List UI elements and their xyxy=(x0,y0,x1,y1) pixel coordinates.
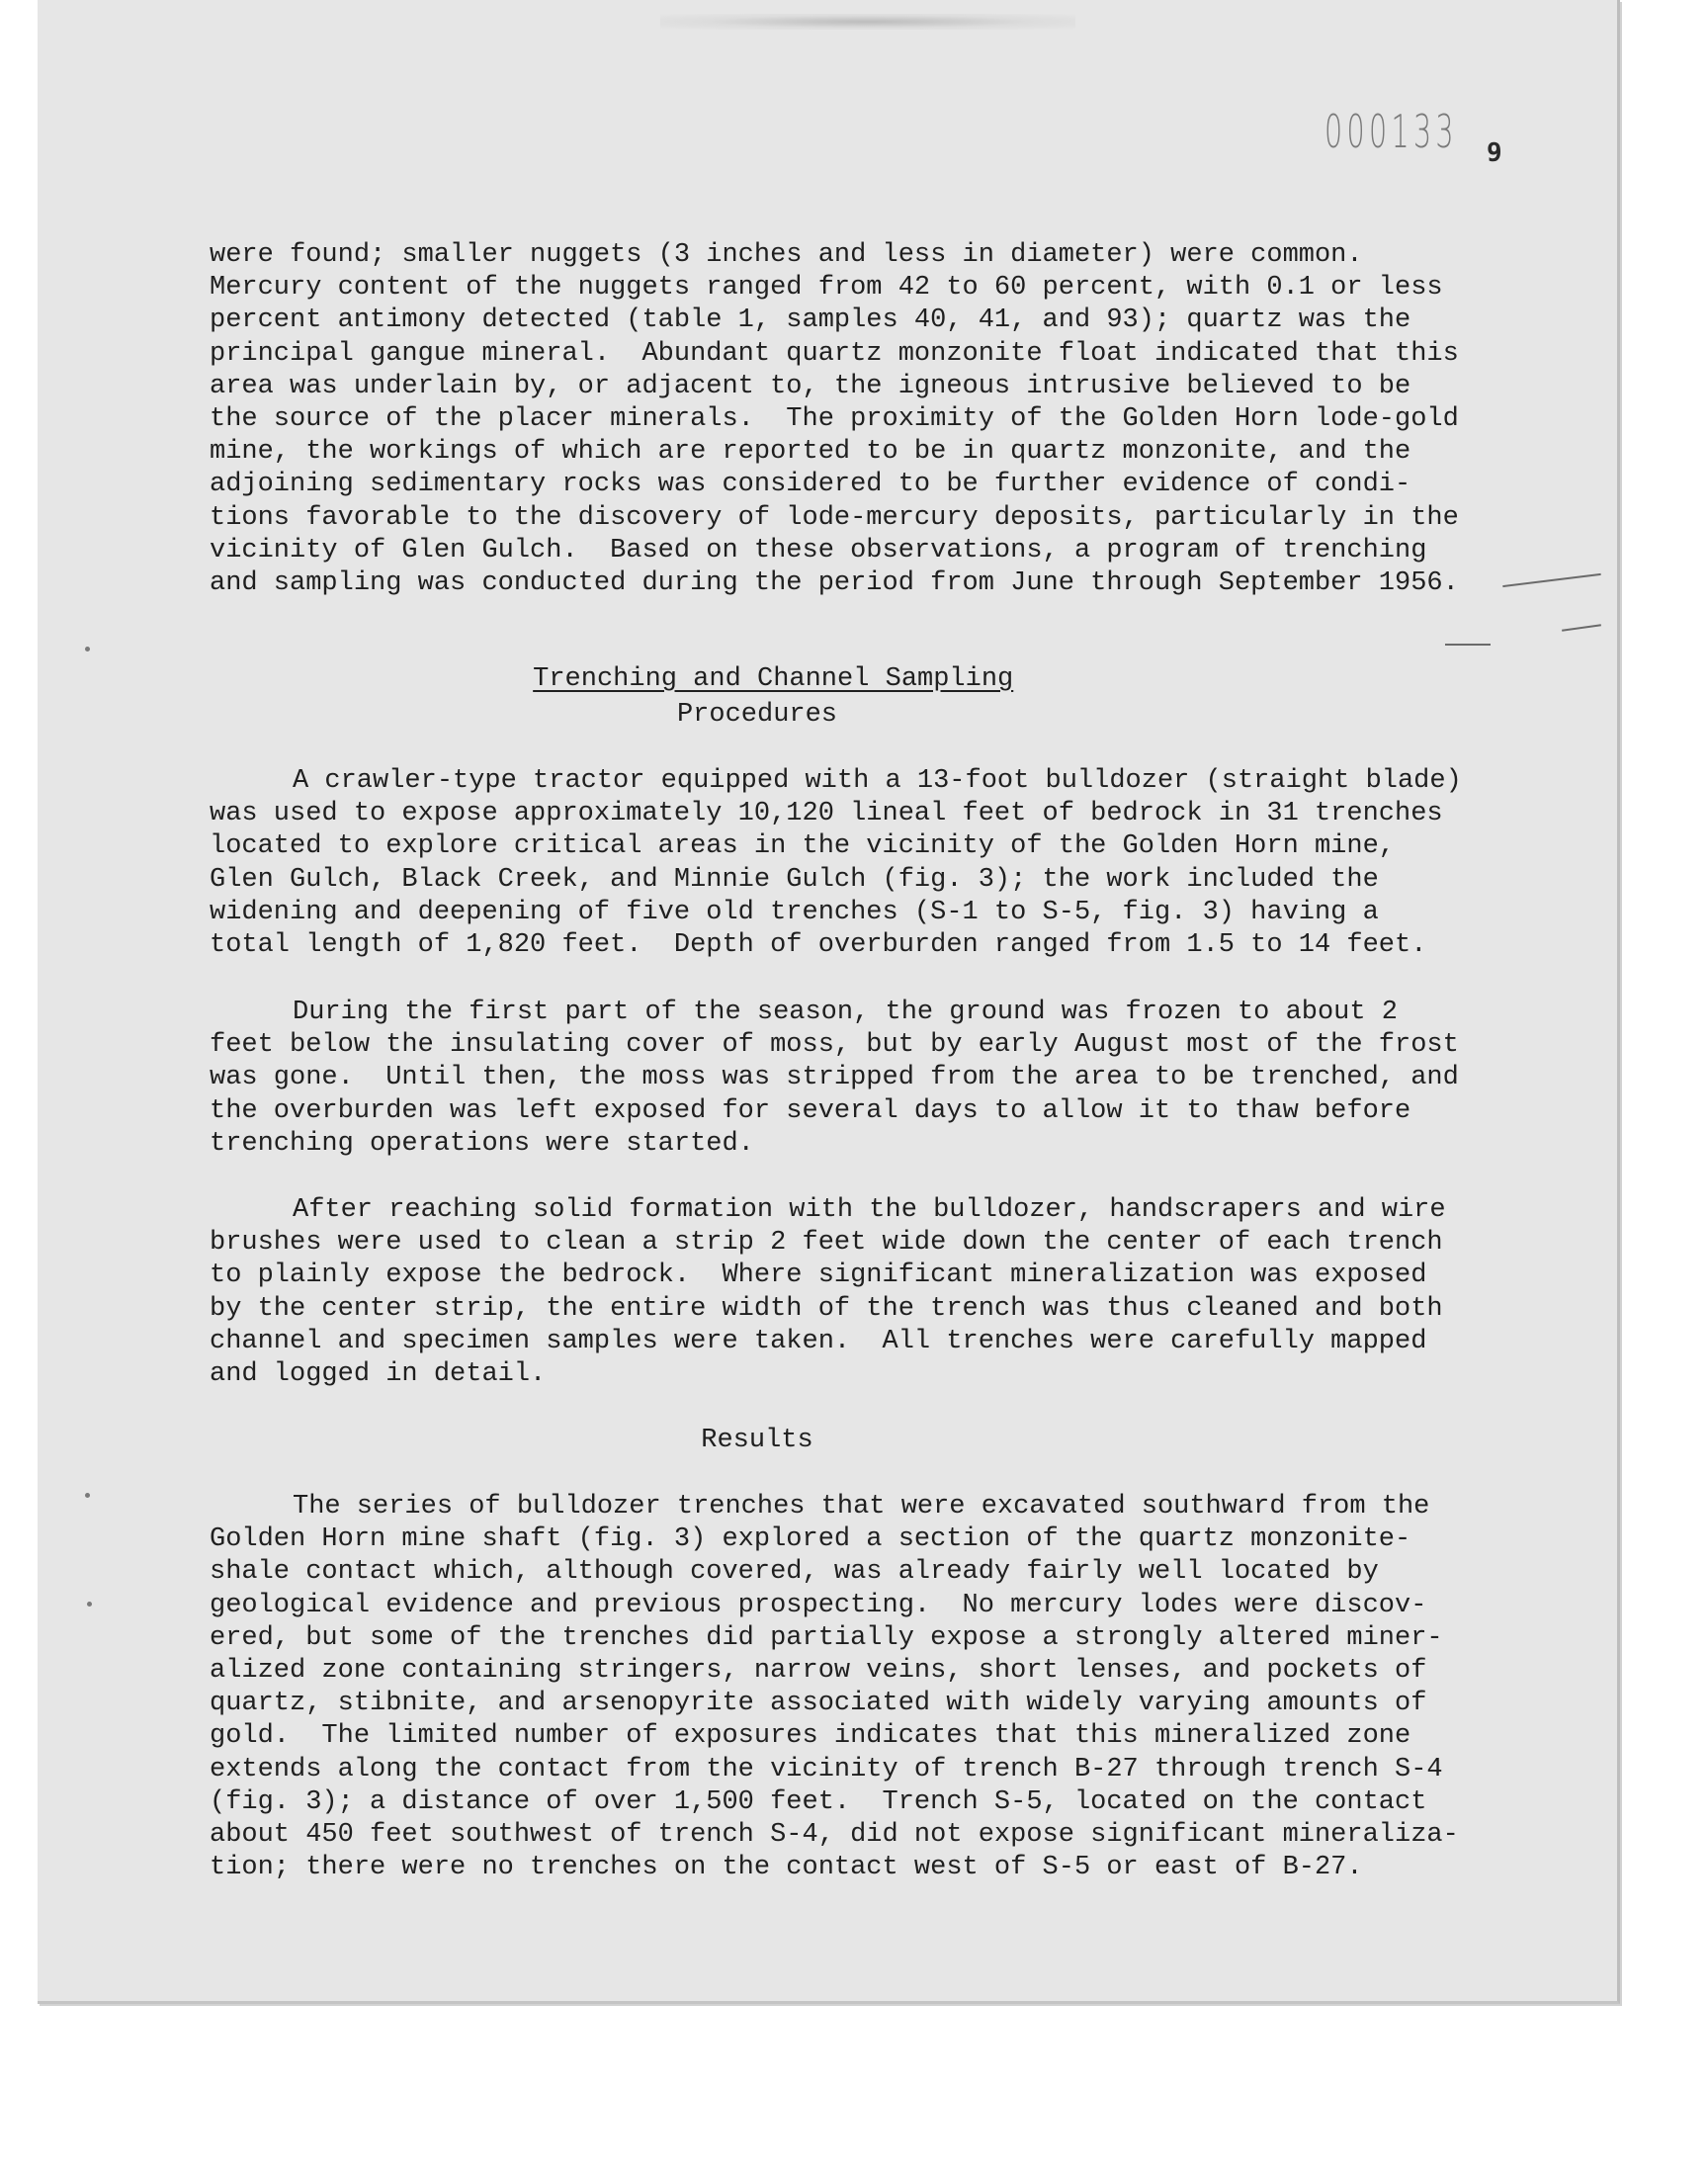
text-line: (fig. 3); a distance of over 1,500 feet. Trench S-5, located on the contact xyxy=(210,1786,1427,1817)
text-line: were found; smaller nuggets (3 inches and less in diameter) were common. xyxy=(210,240,1363,270)
text-line: widening and deepening of five old trenches (S-1 to S-5, fig. 3) having a xyxy=(210,897,1379,927)
text-line: ered, but some of the trenches did partially expose a strongly altered miner- xyxy=(210,1622,1443,1653)
text-line: adjoining sedimentary rocks was considered to be further evidence of condi- xyxy=(210,470,1411,500)
text-line: the source of the placer minerals. The proximity of the Golden Horn lode-gold xyxy=(210,404,1459,435)
section-heading-text: Trenching and Channel Sampling xyxy=(533,664,1014,694)
text-line: brushes were used to clean a strip 2 feet wide down the center of each trench xyxy=(210,1228,1443,1259)
text-line: gold. The limited number of exposures indicates that this mineralized zone xyxy=(210,1721,1411,1752)
procedures-paragraph-2 xyxy=(210,997,1524,1161)
text-line: vicinity of Glen Gulch. Based on these observations, a program of trenching xyxy=(210,535,1427,566)
text-line: Mercury content of the nuggets ranged from 42 to 60 percent, with 0.1 or less xyxy=(210,273,1443,304)
text-line: shale contact which, although covered, was already fairly well located by xyxy=(210,1557,1379,1588)
scan-artifact-dot xyxy=(87,1602,92,1607)
scan-artifact-dot xyxy=(85,1493,90,1498)
text-line: principal gangue mineral. Abundant quartz monzonite float indicated that this xyxy=(210,338,1459,369)
intro-paragraph xyxy=(210,239,1524,600)
archive-number: 000133 xyxy=(1324,105,1458,158)
page-number: 9 xyxy=(1487,138,1502,168)
text-line: feet below the insulating cover of moss, but by early August most of the frost xyxy=(210,1030,1459,1061)
text-line: about 450 feet southwest of trench S-4, did not expose significant mineraliza- xyxy=(210,1820,1459,1851)
scan-artifact-dot xyxy=(85,647,90,652)
text-line: tions favorable to the discovery of lode-mercury deposits, particularly in the xyxy=(210,502,1459,533)
text-line: tion; there were no trenches on the contact west of S-5 or east of B-27. xyxy=(210,1853,1363,1883)
text-line: total length of 1,820 feet. Depth of overburden ranged from 1.5 to 14 feet. xyxy=(210,930,1427,961)
text-line: channel and specimen samples were taken. All trenches were carefully mapped xyxy=(210,1326,1427,1356)
results-paragraph xyxy=(210,1491,1524,1884)
procedures-heading: Procedures xyxy=(676,700,838,730)
text-line: percent antimony detected (table 1, samples 40, 41, and 93); quartz was the xyxy=(210,305,1411,336)
text-line: extends along the contact from the vicinity of trench B-27 through trench S-4 xyxy=(210,1754,1443,1784)
scan-artifact-mark xyxy=(1445,644,1491,646)
results-heading: Results xyxy=(701,1426,813,1455)
text-line: was gone. Until then, the moss was stripped from the area to be trenched, and xyxy=(210,1063,1459,1093)
procedures-paragraph-3 xyxy=(210,1194,1524,1391)
text-line: quartz, stibnite, and arsenopyrite associated with widely varying amounts of xyxy=(210,1689,1427,1719)
text-line: area was underlain by, or adjacent to, the igneous intrusive believed to be xyxy=(210,371,1411,401)
text-line: During the first part of the season, the ground was frozen to about 2 xyxy=(293,998,1398,1027)
text-line: was used to expose approximately 10,120 lineal feet of bedrock in 31 trenches xyxy=(210,799,1443,829)
procedures-paragraph-1 xyxy=(210,765,1524,962)
text-line: and logged in detail. xyxy=(210,1359,547,1390)
text-line: and sampling was conducted during the period from June through September 1956. xyxy=(210,568,1459,599)
text-line: A crawler-type tractor equipped with a 13-foot bulldozer (straight blade) xyxy=(293,766,1462,796)
text-line: Golden Horn mine shaft (fig. 3) explored a section of the quartz monzonite- xyxy=(210,1524,1411,1555)
text-line: the overburden was left exposed for several days to allow it to thaw before xyxy=(210,1095,1411,1126)
text-line: trenching operations were started. xyxy=(210,1128,754,1159)
section-heading xyxy=(210,635,1305,694)
text-line: The series of bulldozer trenches that were excavated southward from the xyxy=(293,1492,1430,1522)
text-line: Glen Gulch, Black Creek, and Minnie Gulch (fig. 3); the work included the xyxy=(210,864,1379,895)
text-line: After reaching solid formation with the bulldozer, handscrapers and wire xyxy=(293,1195,1446,1225)
text-line: located to explore critical areas in the vicinity of the Golden Horn mine, xyxy=(210,831,1395,862)
text-line: alized zone containing stringers, narrow veins, short lenses, and pockets of xyxy=(210,1656,1427,1687)
text-line: geological evidence and previous prospecting. No mercury lodes were discov- xyxy=(210,1590,1427,1620)
scan-smudge xyxy=(660,14,1075,30)
text-line: to plainly expose the bedrock. Where significant mineralization was exposed xyxy=(210,1261,1427,1291)
text-line: mine, the workings of which are reported to be in quartz monzonite, and the xyxy=(210,437,1411,468)
text-line: by the center strip, the entire width of the trench was thus cleaned and both xyxy=(210,1293,1443,1324)
